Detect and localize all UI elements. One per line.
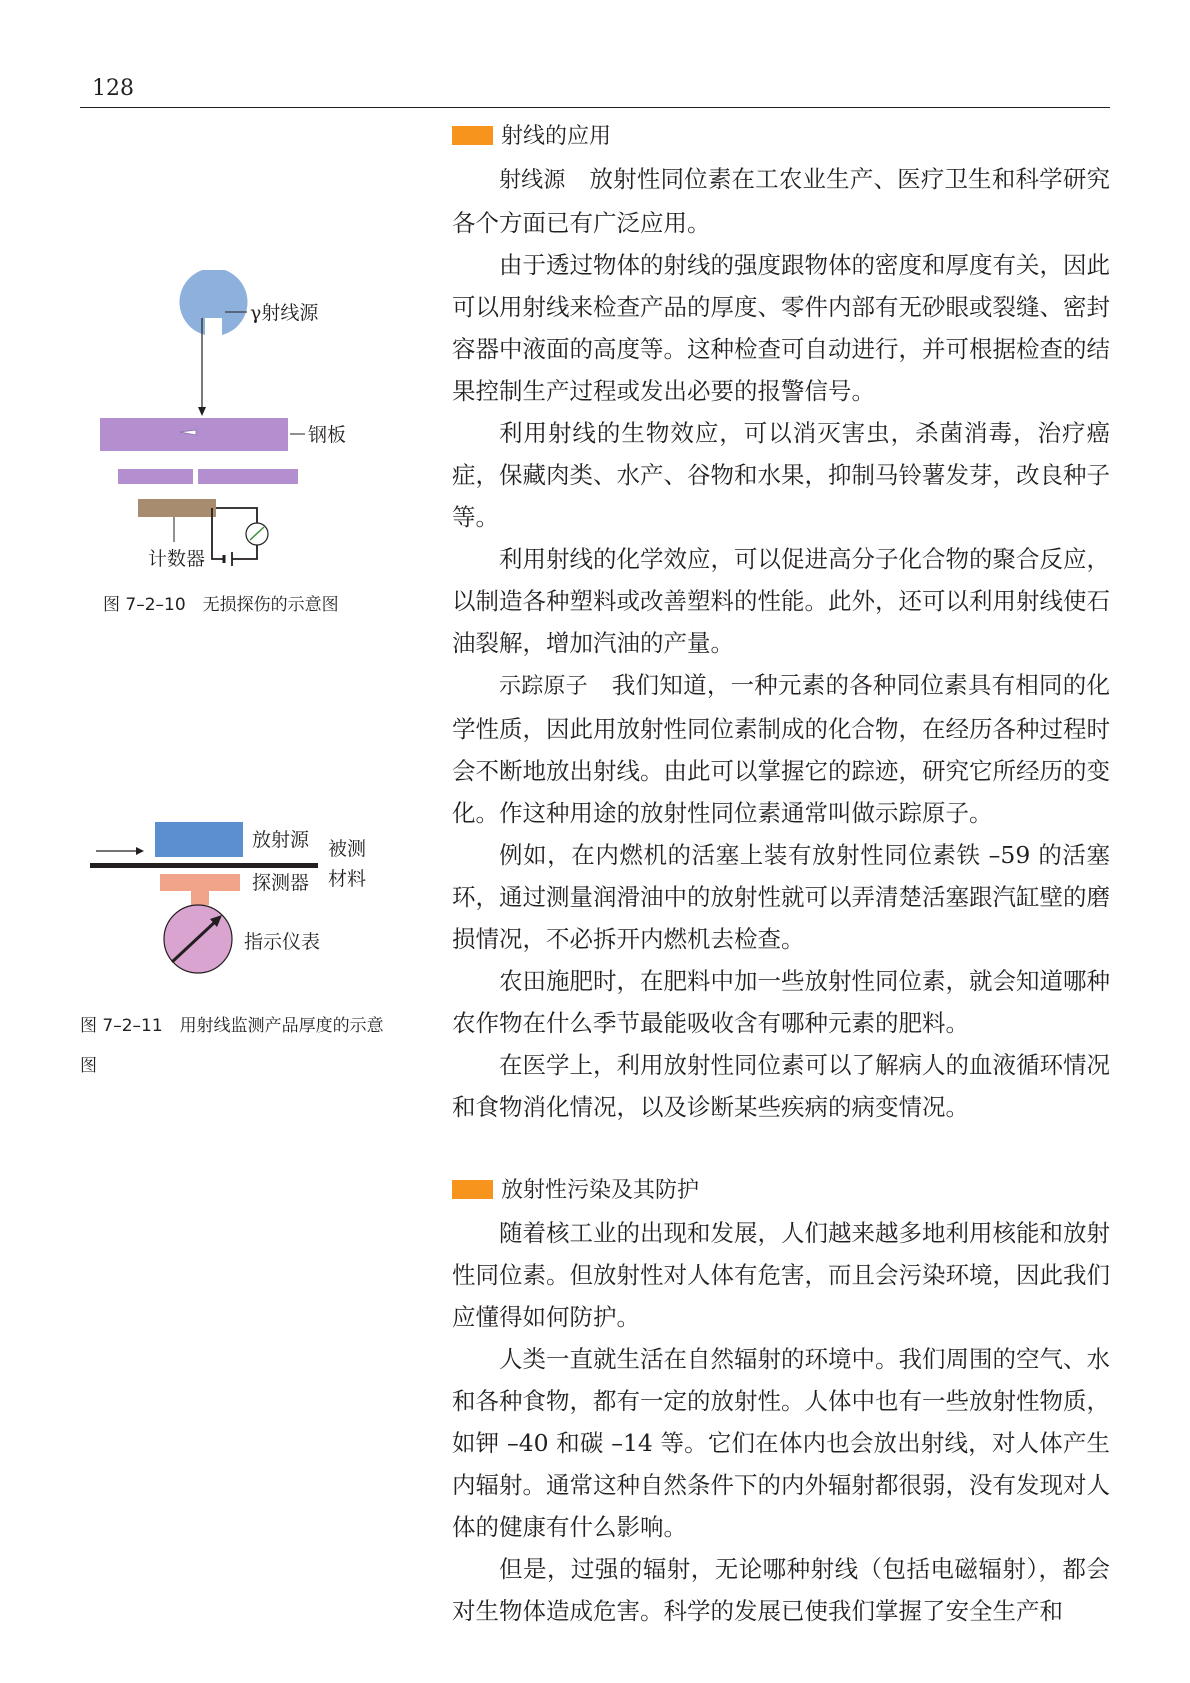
radiation-source-label: 放射源: [252, 829, 310, 851]
paragraph: 由于透过物体的射线的强度跟物体的密度和厚度有关，因此可以用射线来检查产品的厚度、零件内部有无砂眼或裂缝、密封容器中液面的高度等。这种检查可自动进行，并可根据检查的结果控制生产过程或发出必要的报警信号。: [452, 251, 1110, 405]
indicator-meter-label: 指示仪表: [244, 931, 321, 953]
detector: [160, 874, 240, 891]
measured-material-label-2: 材料: [328, 868, 367, 890]
page-number: 128: [92, 76, 134, 101]
film-strip-right: [198, 469, 298, 484]
steel-plate-label: 钢板: [308, 424, 347, 446]
term-radiation-source: 射线源: [499, 168, 566, 193]
figure-caption-7-2-11: 图 7–2–11 用射线监测产品厚度的示意图: [80, 1016, 384, 1076]
figure-nondestructive-testing: [100, 270, 400, 580]
nondestructive-testing-diagram: [100, 270, 400, 580]
paragraph: 农田施肥时，在肥料中加一些放射性同位素，就会知道哪种农作物在什么季节最能吸收含有哪种元素的肥料。: [452, 967, 1110, 1037]
detector-label: 探测器: [252, 872, 310, 894]
measured-material-label-1: 被测: [328, 838, 367, 860]
paragraph: 在医学上，利用放射性同位素可以了解病人的血液循环情况和食物消化情况，以及诊断某些疾病的病变情况。: [452, 1051, 1110, 1121]
header-rule: [80, 107, 1110, 108]
paragraph: 利用射线的生物效应，可以消灭害虫，杀菌消毒，治疗癌症，保藏肉类、水产、谷物和水果，抑制马铃薯发芽，改良种子等。: [452, 419, 1110, 531]
measured-material: [90, 863, 318, 868]
section-heading-pollution: [452, 1170, 1110, 1212]
paragraph: 人类一直就生活在自然辐射的环境中。我们周围的空气、水和各种食物，都有一定的放射性。人体中也有一些放射性物质，如钾 –40 和碳 –14 等。它们在体内也会放出射线，对人体产生内辐射。通常这种自然条件下的内外辐射都很弱，没有发现对人体的健康有什么影响。: [452, 1345, 1110, 1541]
counter-tube: [138, 499, 216, 517]
film-strip-left: [118, 469, 193, 484]
paragraph: [452, 664, 1110, 834]
feed-arrow-head: [136, 847, 144, 855]
paragraph: 利用射线的化学效应，可以促进高分子化合物的聚合反应，以制造各种塑料或改善塑料的性能。此外，还可以利用射线使石油裂解，增加汽油的产量。: [452, 545, 1110, 657]
figure-caption-7-2-10: 图 7–2–10 无损探伤的示意图: [103, 595, 339, 615]
paragraph: 但是，过强的辐射，无论哪种射线（包括电磁辐射），都会对生物体造成危害。科学的发展已使我们掌握了安全生产和: [452, 1555, 1110, 1625]
section-marker-icon: [452, 126, 493, 145]
paragraph: 随着核工业的出现和发展，人们越来越多地利用核能和放射性同位素。但放射性对人体有危害，而且会污染环境，因此我们应懂得如何防护。: [452, 1219, 1110, 1331]
section-heading-text: 放射性污染及其防护: [501, 1178, 700, 1203]
term-tracer-atom: 示踪原子: [499, 674, 588, 699]
radiation-source: [155, 822, 243, 857]
main-text-column: [452, 116, 1110, 1632]
ray-arrow-head: [198, 407, 206, 416]
figure-thickness-monitoring: [86, 810, 396, 1000]
counter-label: 计数器: [148, 548, 206, 570]
section-heading-applications: [452, 116, 1110, 158]
paragraph: [452, 158, 1110, 244]
paragraph: 例如，在内燃机的活塞上装有放射性同位素铁 –59 的活塞环，通过测量润滑油中的放射性就可以弄清楚活塞跟汽缸壁的磨损情况，不必拆开内燃机去检查。: [452, 841, 1110, 953]
section-heading-text: 射线的应用: [501, 124, 612, 149]
section-gap: [452, 1128, 1110, 1170]
thickness-monitoring-diagram: [86, 810, 396, 1000]
section-marker-icon: [452, 1180, 493, 1199]
detector-stem: [191, 891, 209, 905]
gamma-source-label: γ射线源: [250, 302, 319, 324]
gamma-source-shape: [180, 270, 248, 335]
paragraph-text: 放射性同位素在工农业生产、医疗卫生和科学研究各个方面已有广泛应用。: [452, 165, 1110, 237]
paragraph-text: 我们知道，一种元素的各种同位素具有相同的化学性质，因此用放射性同位素制成的化合物，在经历各种过程时会不断地放出射线。由此可以掌握它的踪迹，研究它所经历的变化。作这种用途的放射性同位素通常叫做示踪原子。: [452, 671, 1110, 827]
